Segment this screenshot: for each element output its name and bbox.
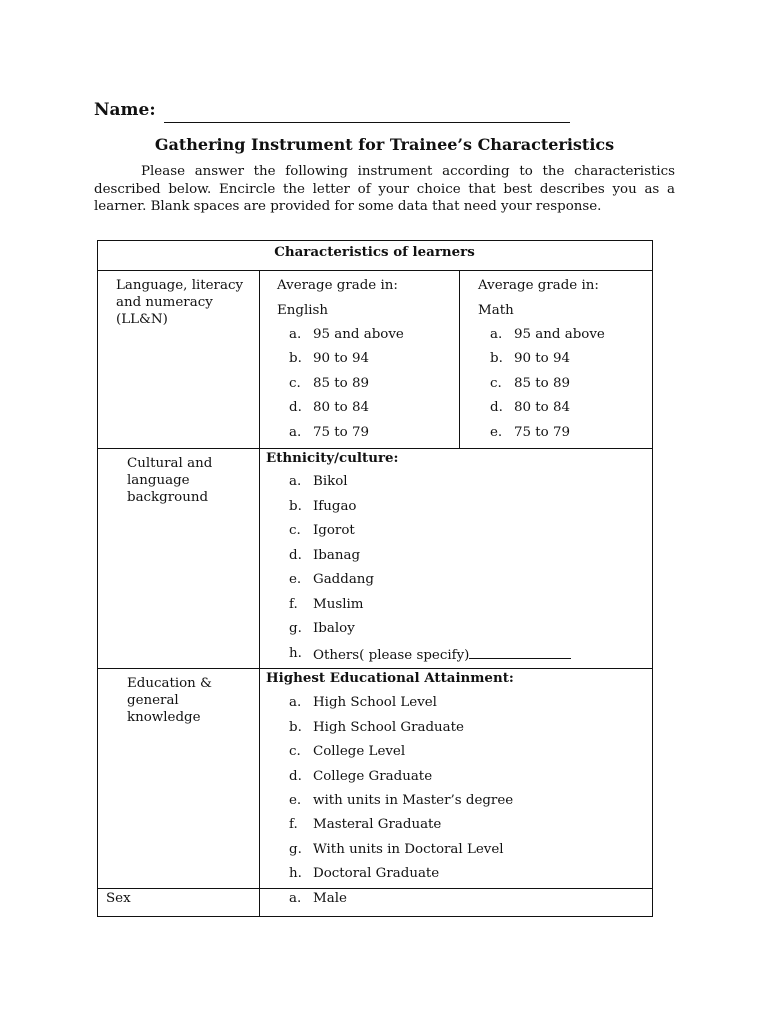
row-label-sex: Sex bbox=[106, 891, 131, 906]
option-letter: h. bbox=[289, 646, 302, 661]
option-letter: c. bbox=[289, 523, 301, 538]
option-text: 90 to 94 bbox=[514, 351, 571, 366]
option-text: College Graduate bbox=[313, 769, 433, 784]
option-letter: a. bbox=[289, 474, 302, 489]
option-letter: a. bbox=[289, 695, 302, 710]
option-text: Ibanag bbox=[313, 548, 361, 563]
row-label-llnn: Language, literacy and numeracy (LL&N) bbox=[116, 278, 244, 327]
math-subject-label: Math bbox=[478, 303, 514, 318]
option-text: Gaddang bbox=[313, 572, 375, 587]
table-rule bbox=[97, 270, 652, 271]
option-letter: e. bbox=[289, 572, 302, 587]
option-text: 90 to 94 bbox=[313, 351, 370, 366]
option-letter: d. bbox=[289, 769, 302, 784]
option-letter: d. bbox=[490, 400, 503, 415]
option-text: High School Level bbox=[313, 695, 437, 710]
english-subject-label: English bbox=[277, 303, 329, 318]
table-header: Characteristics of learners bbox=[274, 244, 475, 260]
option-text: 75 to 79 bbox=[514, 425, 571, 440]
option-text: 75 to 79 bbox=[313, 425, 370, 440]
option-letter: d. bbox=[289, 548, 302, 563]
option-text: 95 and above bbox=[313, 327, 404, 342]
table-rule bbox=[97, 888, 652, 889]
option-letter: e. bbox=[289, 793, 302, 808]
option-letter: a. bbox=[490, 327, 503, 342]
option-letter: c. bbox=[289, 376, 301, 391]
table-rule bbox=[97, 668, 652, 669]
option-text: 85 to 89 bbox=[313, 376, 370, 391]
option-letter: e. bbox=[490, 425, 503, 440]
document-title: Gathering Instrument for Trainee’s Characteristics bbox=[154, 135, 615, 154]
option-text: High School Graduate bbox=[313, 720, 464, 735]
option-text: 80 to 84 bbox=[514, 400, 571, 415]
option-text: Igorot bbox=[313, 523, 355, 538]
option-text: Bikol bbox=[313, 474, 348, 489]
option-letter: f. bbox=[289, 597, 298, 612]
option-letter: b. bbox=[289, 720, 302, 735]
option-text: College Level bbox=[313, 744, 406, 759]
option-text: Doctoral Graduate bbox=[313, 866, 440, 881]
option-text: With units in Doctoral Level bbox=[313, 842, 504, 857]
name-row bbox=[94, 100, 574, 124]
option-text: Ifugao bbox=[313, 499, 357, 514]
english-grade-heading: Average grade in: bbox=[277, 278, 398, 293]
row-label-cultural: Cultural and language background bbox=[127, 456, 213, 505]
ethnicity-heading: Ethnicity/culture: bbox=[266, 450, 399, 466]
option-letter: f. bbox=[289, 817, 298, 832]
option-letter: c. bbox=[289, 744, 301, 759]
option-letter: a. bbox=[289, 327, 302, 342]
option-letter: g. bbox=[289, 842, 302, 857]
option-letter: b. bbox=[289, 351, 302, 366]
option-text: 80 to 84 bbox=[313, 400, 370, 415]
math-grade-heading: Average grade in: bbox=[478, 278, 599, 293]
specify-blank[interactable] bbox=[469, 645, 571, 659]
option-text: 95 and above bbox=[514, 327, 605, 342]
instructions-paragraph: Please answer the following instrument according to the characteristics described below. Encircle the letter of your choice that best describes you as a learner. Blank spaces are provided for some data that need your response. bbox=[94, 164, 675, 214]
option-letter: b. bbox=[490, 351, 503, 366]
option-letter: a. bbox=[289, 425, 302, 440]
option-letter: h. bbox=[289, 866, 302, 881]
row-label-education: Education & general knowledge bbox=[127, 676, 212, 725]
option-text: Male bbox=[313, 891, 347, 906]
table-rule bbox=[459, 270, 460, 448]
option-text: with units in Master’s degree bbox=[313, 793, 514, 808]
table-rule bbox=[259, 270, 260, 916]
option-text: Masteral Graduate bbox=[313, 817, 442, 832]
option-text: 85 to 89 bbox=[514, 376, 571, 391]
education-heading: Highest Educational Attainment: bbox=[266, 670, 514, 686]
name-blank-line[interactable] bbox=[164, 122, 570, 123]
option-letter: g. bbox=[289, 621, 302, 636]
option-letter: a. bbox=[289, 891, 302, 906]
name-label: Name: bbox=[94, 100, 156, 120]
option-text: Ibaloy bbox=[313, 621, 355, 636]
option-letter: b. bbox=[289, 499, 302, 514]
option-text: Muslim bbox=[313, 597, 364, 612]
table-rule bbox=[97, 448, 652, 449]
option-letter: c. bbox=[490, 376, 502, 391]
option-text: Others( please specify) bbox=[313, 648, 470, 663]
option-letter: d. bbox=[289, 400, 302, 415]
